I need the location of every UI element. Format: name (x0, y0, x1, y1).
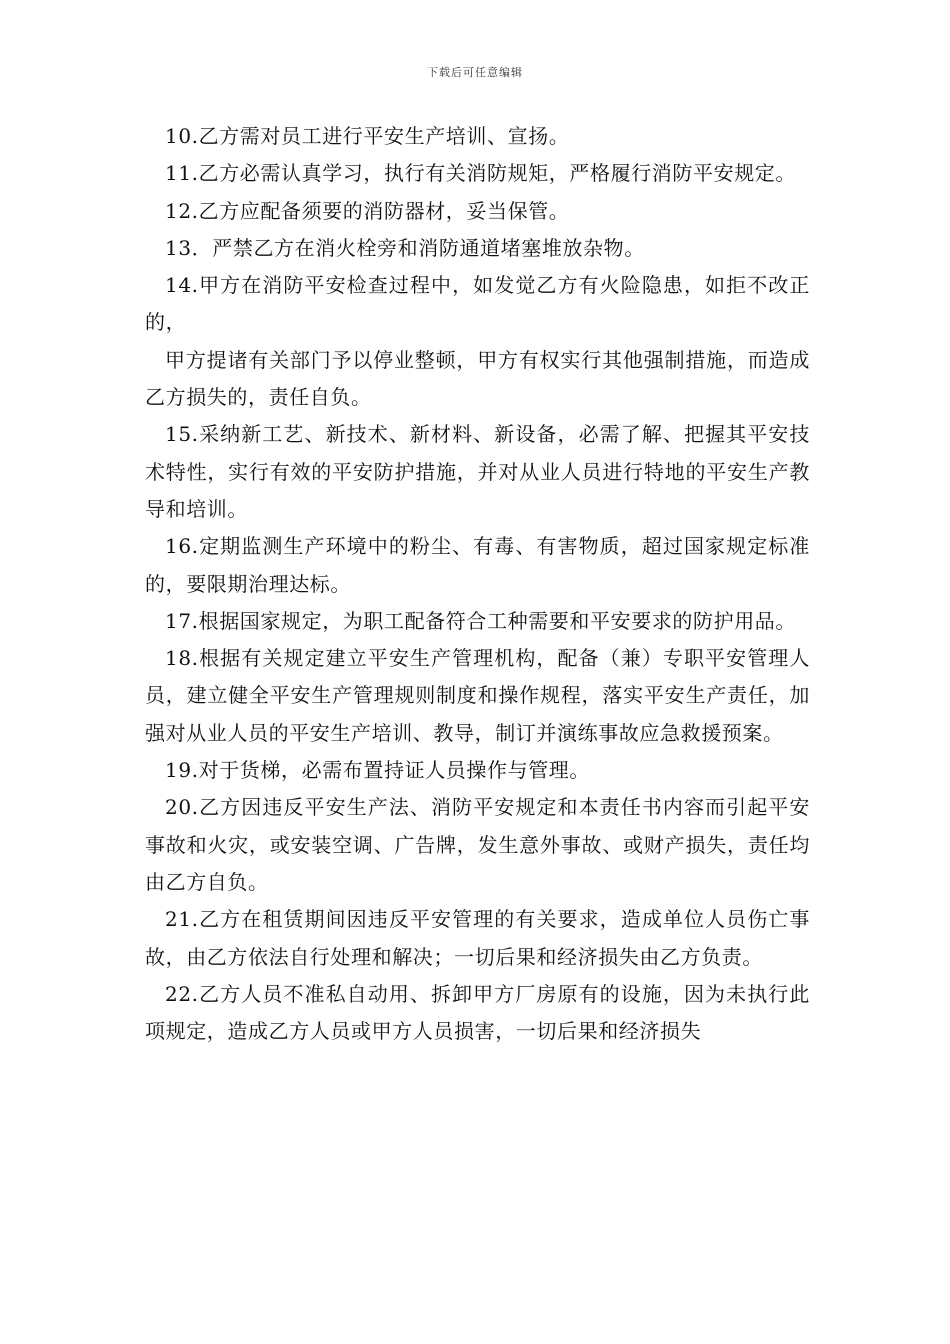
clause-14: 14.甲方在消防平安检查过程中，如发觉乙方有火险隐患，如拒不改正的， (145, 273, 810, 335)
clause-11: 11.乙方必需认真学习，执行有关消防规矩，严格履行消防平安规定。 (165, 161, 797, 186)
page-header-note: 下载后可任意编辑 (427, 66, 523, 79)
clause-20: 20.乙方因违反平安生产法、消防平安规定和本责任书内容而引起平安事故和火灾，或安装空调、广告牌，发生意外事故、或财产损失，责任均由乙方自负。 (145, 795, 810, 894)
clause-16: 16.定期监测生产环境中的粉尘、有毒、有害物质，超过国家规定标准的，要限期治理达标。 (145, 534, 810, 596)
clause-18: 18.根据有关规定建立平安生产管理机构，配备（兼）专职平安管理人员，建立健全平安生产管理规则制度和操作规程，落实平安生产责任，加强对从业人员的平安生产培训、教导，制订并演练事故应急救援预案。 (145, 646, 810, 745)
clause-12: 12.乙方应配备须要的消防器材，妥当保管。 (165, 198, 570, 223)
clause-14-continuation: 甲方提诸有关部门予以停业整顿，甲方有权实行其他强制措施，而造成乙方损失的，责任自负。 (145, 347, 810, 410)
clause-21: 21.乙方在租赁期间因违反平安管理的有关要求，造成单位人员伤亡事故，由乙方依法自行处理和解决；一切后果和经济损失由乙方负责。 (145, 907, 810, 969)
clause-13: 13．严禁乙方在消火栓旁和消防通道堵塞堆放杂物。 (165, 235, 645, 260)
clause-17: 17.根据国家规定，为职工配备符合工种需要和平安要求的防护用品。 (165, 608, 797, 633)
clause-15: 15.采纳新工艺、新技术、新材料、新设备，必需了解、把握其平安技术特性，实行有效的平安防护措施，并对从业人员进行特地的平安生产教导和培训。 (145, 422, 810, 521)
document-body (145, 118, 810, 1050)
clause-10: 10.乙方需对员工进行平安生产培训、宣扬。 (165, 124, 570, 148)
clause-19: 19.对于货梯，必需布置持证人员操作与管理。 (165, 758, 591, 783)
clause-22: 22.乙方人员不准私自动用、拆卸甲方厂房原有的设施，因为未执行此项规定，造成乙方人员或甲方人员损害，一切后果和经济损失 (145, 981, 810, 1044)
